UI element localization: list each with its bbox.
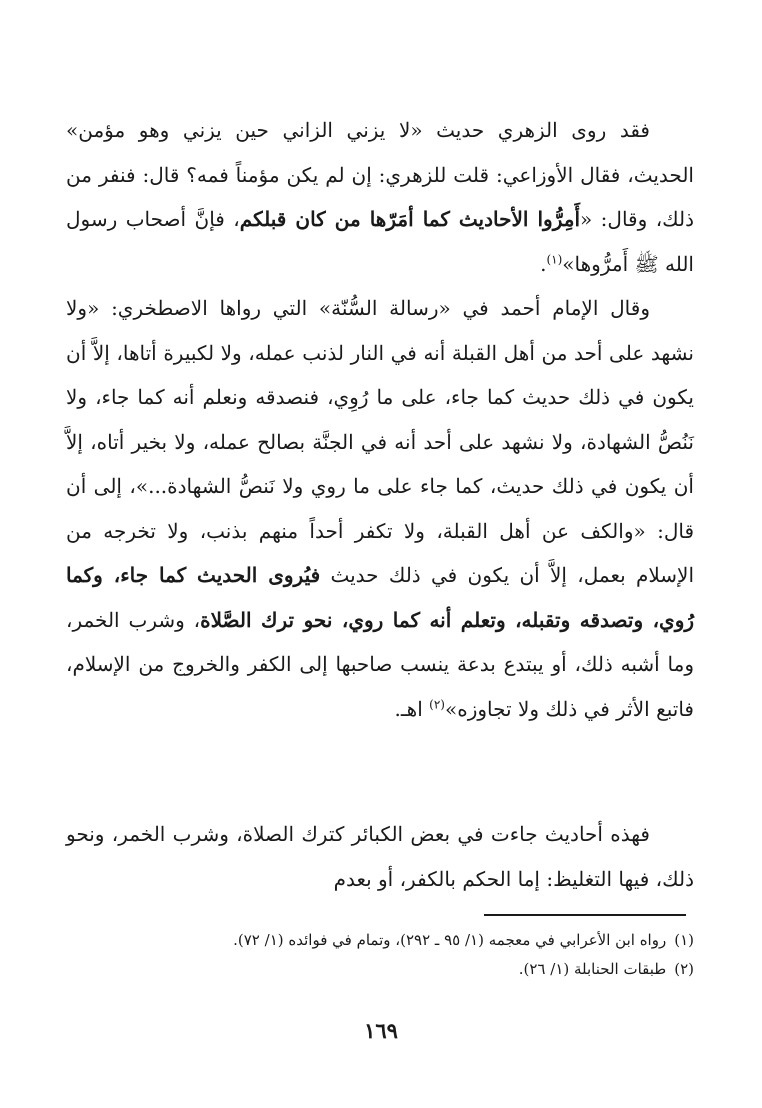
text-run: ، وشرب الخمر، وما أشبه ذلك، أو يبتدع بدعة ينسب صاحبها إلى الكفر والخروج من الإسلام، فاتبع الأثر في ذلك ولا تجاوزه»: [66, 607, 694, 721]
footnote-text: رواه ابن الأعرابي في معجمه (١/ ٩٥ ـ ٢٩٢)، وتمام في فوائده (١/ ٧٢).: [233, 931, 667, 949]
paragraph-conclusion: [66, 812, 694, 901]
bold-quote: أَمِرُّوا الأحاديث كما أمَرّها من كان قبلكم: [239, 207, 580, 231]
footnote-text: طبقات الحنابلة (١/ ٢٦).: [518, 960, 667, 978]
paragraph-imam-ahmad: [66, 286, 694, 731]
text-run: وقال الإمام أحمد في «رسالة السُّنّة» التي رواها الاصطخري: «ولا نشهد على أحد من أهل القبلة أنه في النار لذنب عمله، ولا لكبيرة أتاها، إلاَّ أن يكون في ذلك حديث كما جاء، على ما رُوِي، فنصدقه ونعلم أنه كما جاء، ولا نَنُصُّ الشهادة، ولا نشهد على أحد أنه في الجنَّة بصالح عمله، ولا بخير أتاه، إلاَّ أن يكون في ذلك حديث، كما جاء على ما روي ولا نَنصُّ الشهادة...»، إلى أن قال: «والكف عن أهل القبلة، ولا تكفر أحداً منهم بذنب، ولا تخرجه من الإسلام بعمل، إلاَّ أن يكون في ذلك حديث: [66, 296, 694, 587]
paragraph-text: [66, 286, 694, 731]
footnote-number: (١): [674, 931, 694, 949]
footnote-1: [66, 926, 694, 955]
footnotes: [66, 926, 694, 984]
paragraph-text: [66, 108, 694, 286]
text-run: .: [540, 251, 547, 276]
text-run: فهذه أحاديث جاءت في بعض الكبائر كترك الصلاة، وشرب الخمر، ونحو ذلك، فيها التغليظ: إما الحكم بالكفر، أو بعدم: [66, 822, 694, 891]
footnote-reference: (٢): [429, 696, 445, 711]
text-run: اهـ.: [394, 696, 430, 721]
page-number: ١٦٩: [364, 1018, 398, 1043]
paragraph-text: [66, 812, 694, 901]
footnote-2: [66, 955, 694, 984]
footnote-number: (٢): [674, 960, 694, 978]
footnote-divider: [484, 914, 686, 916]
text-run: ، فإنَّ أصحاب رسول الله ﷺ أَمرُّوها»: [66, 207, 694, 276]
bold-quote: فيُروى الحديث كما جاء، وكما رُوي، وتصدقه وتقبله، وتعلم أنه كما روي، نحو ترك الصَّلاة: [66, 563, 695, 632]
paragraph-zuhri-hadith: [66, 108, 694, 286]
footnote-reference: (١): [546, 251, 563, 266]
text-run: فقد روى الزهري حديث «لا يزني الزاني حين يزني وهو مؤمن» الحديث، فقال الأوزاعي: قلت للزهري: إن لم يكن مؤمناً فمه؟ قال: فنفر من ذلك، وقال: «: [66, 118, 694, 231]
